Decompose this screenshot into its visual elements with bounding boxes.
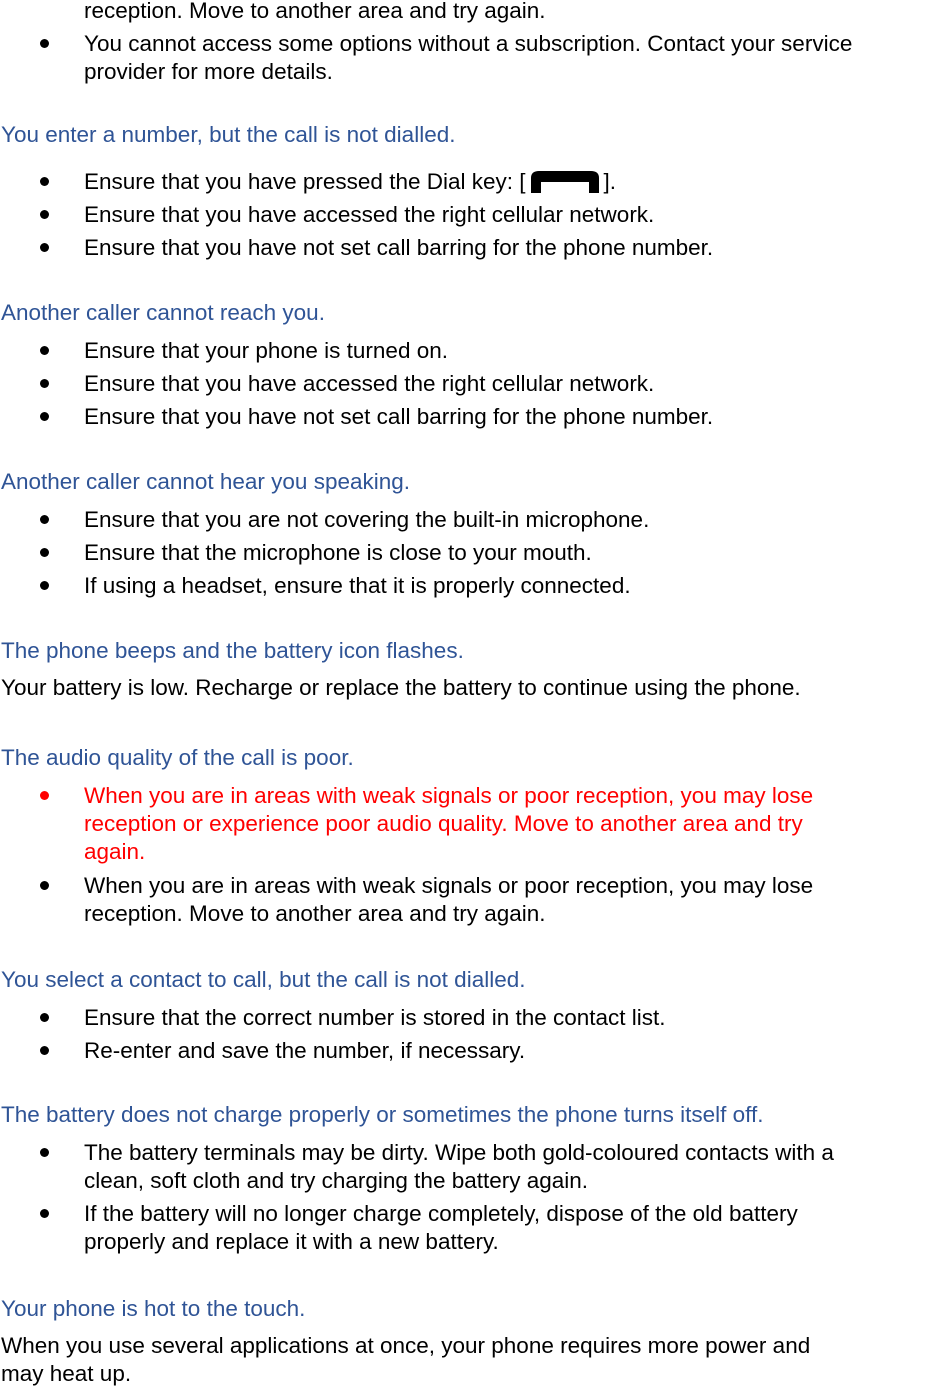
- dial-key-bullet: [84, 168, 616, 196]
- microphone-close-bullet: Ensure that the microphone is close to your mouth.: [84, 540, 592, 565]
- bullet-icon: [40, 791, 49, 800]
- section-heading-cannot-reach: Another caller cannot reach you.: [1, 300, 325, 325]
- call-barring-bullet: Ensure that you have not set call barring for the phone number.: [84, 235, 714, 260]
- bullet-icon: [40, 548, 49, 557]
- bullet-icon: [40, 1148, 49, 1157]
- bullet-icon: [40, 1209, 49, 1218]
- phone-hot-text-line1: When you use several applications at once, your phone requires more power and: [1, 1333, 811, 1358]
- contact-number-bullet: Ensure that the correct number is stored in the contact list.: [84, 1005, 666, 1030]
- weak-signal-warning-line2: reception or experience poor audio quality. Move to another area and try: [84, 811, 803, 836]
- bullet-icon: [40, 39, 49, 48]
- section-heading-not-dialled: You enter a number, but the call is not dialled.: [1, 122, 456, 147]
- weak-signal-warning-line1: When you are in areas with weak signals or poor reception, you may lose: [84, 783, 814, 808]
- dial-key-text-after: ].: [603, 169, 617, 194]
- subscription-bullet-line2: provider for more details.: [84, 59, 333, 84]
- battery-low-text: Your battery is low. Recharge or replace the battery to continue using the phone.: [1, 675, 801, 700]
- microphone-cover-bullet: Ensure that you are not covering the built-in microphone.: [84, 507, 650, 532]
- bullet-icon: [40, 243, 49, 252]
- bullet-icon: [40, 177, 49, 186]
- network-bullet: Ensure that you have accessed the right cellular network.: [84, 371, 655, 396]
- weak-signal-bullet-line2: reception. Move to another area and try again.: [84, 901, 546, 926]
- bullet-icon: [40, 881, 49, 890]
- battery-terminals-line2: clean, soft cloth and try charging the battery again.: [84, 1168, 589, 1193]
- section-heading-cannot-hear: Another caller cannot hear you speaking.: [1, 469, 411, 494]
- bullet-icon: [40, 210, 49, 219]
- bullet-icon: [40, 581, 49, 590]
- dial-key-text-before: Ensure that you have pressed the Dial key: [: [84, 169, 526, 194]
- phone-handset-icon: [527, 169, 603, 195]
- weak-signal-warning-line3: again.: [84, 839, 146, 864]
- bullet-icon: [40, 1046, 49, 1055]
- re-enter-bullet: Re-enter and save the number, if necessary.: [84, 1038, 526, 1063]
- network-bullet: Ensure that you have accessed the right cellular network.: [84, 202, 655, 227]
- phone-on-bullet: Ensure that your phone is turned on.: [84, 338, 448, 363]
- bullet-icon: [40, 412, 49, 421]
- bullet-icon: [40, 1013, 49, 1022]
- bullet-icon: [40, 379, 49, 388]
- section-heading-battery-charge: The battery does not charge properly or sometimes the phone turns itself off.: [1, 1102, 764, 1127]
- battery-terminals-line1: The battery terminals may be dirty. Wipe both gold-coloured contacts with a: [84, 1140, 834, 1165]
- section-heading-battery-flash: The phone beeps and the battery icon flashes.: [1, 638, 464, 663]
- headset-bullet: If using a headset, ensure that it is properly connected.: [84, 573, 631, 598]
- intro-continuation: reception. Move to another area and try again.: [84, 0, 546, 23]
- weak-signal-bullet-line1: When you are in areas with weak signals or poor reception, you may lose: [84, 873, 814, 898]
- battery-replace-line1: If the battery will no longer charge completely, dispose of the old battery: [84, 1201, 798, 1226]
- bullet-icon: [40, 346, 49, 355]
- section-heading-contact-not-dialled: You select a contact to call, but the call is not dialled.: [1, 967, 526, 992]
- section-heading-audio-quality: The audio quality of the call is poor.: [1, 745, 354, 770]
- subscription-bullet-line1: You cannot access some options without a subscription. Contact your service: [84, 31, 853, 56]
- section-heading-phone-hot: Your phone is hot to the touch.: [1, 1296, 306, 1321]
- battery-replace-line2: properly and replace it with a new battery.: [84, 1229, 499, 1254]
- bullet-icon: [40, 515, 49, 524]
- phone-hot-text-line2: may heat up.: [1, 1361, 132, 1386]
- call-barring-bullet: Ensure that you have not set call barring for the phone number.: [84, 404, 714, 429]
